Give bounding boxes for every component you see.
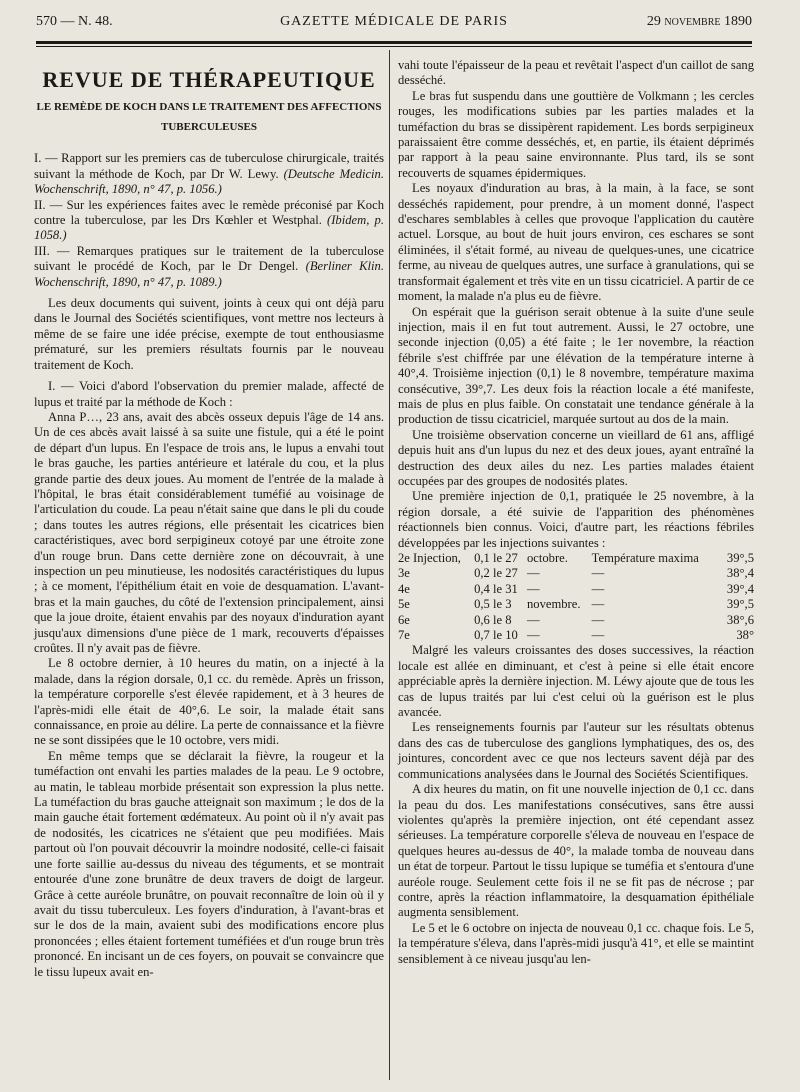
injection-cell: — [591,628,605,643]
injection-cell: 7e [398,628,410,643]
paragraph: Les noyaux d'induration au bras, à la main, à la face, se sont desséchés rapidement, pour prendre, à un moment donné, l'aspect d'eschares semblables à celles que provoque l'application du cautère actuel. Lorsque, au bout de huit jours environ, ces eschares se sont éliminées, il s'était formé, au niveau de quelques-unes, une cicatrice ferme, au niveau de quelques autres, une surface à granulations, qui se transformait également et très vite en un tissu cicatriciel. A partir de ce moment, la malade n'a plus eu de fièvre. [398,181,754,304]
injection-cell: — [591,566,605,581]
reference-source: (Deutsche Medicin. Wochenschrift, 1890, n° 47, p. 1056.) [34,166,384,197]
injection-cell: 4e [398,581,410,596]
paragraph: vahi toute l'épaisseur de la peau et revêtait l'aspect d'un caillot de sang desséché. [398,58,754,88]
paragraph: Le 8 octobre dernier, à 10 heures du matin, on a injecté à la malade, dans la région dorsale, 0,1 cc. du remède. Après un frisson, la température corporelle s'est élevée rapidement, et à 3 heures de l'après-midi elle était de 40°,6. Le soir, la malade était sans connaissance, en proie au délire. La perte de connaissance et la fièvre ne se sont dissipées que le 10 octobre, vers midi. [34,656,384,748]
injection-row [398,566,754,581]
reference-3 [34,244,384,290]
injection-cell: 2e Injection, [398,551,461,565]
injection-row [398,582,754,597]
injection-cell: — [591,581,605,596]
reference-source: (Ibidem, p. 1058.) [34,213,384,243]
injection-cell: 6e [398,612,410,627]
journal-title: GAZETTE MÉDICALE DE PARIS [280,14,508,29]
paragraph: Les deux documents qui suivent, joints à ceux qui ont déjà paru dans le Journal des Sociétés scientifiques, vont mettre nos lecteurs à même de se faire une idée précise, exempte de tout enthousiasme prématuré, sur les premiers résultats fournis par le nouveau traitement de Koch. [34,296,384,372]
injection-cell: 38° [736,628,754,643]
injection-cell: 0,2 le 27 [474,566,518,581]
injection-cell: 0,1 le 27 [474,551,518,565]
paragraph: Malgré les valeurs croissantes des doses successives, la réaction locale est allée en diminuant, et c'est à peine si elle était encore appréciable après la dernière injection. M. Léwy ajoute que de tous les cas de lupus traités par lui c'est celui où la guérison est le plus avancée. [398,643,754,720]
injection-row [398,613,754,628]
injection-cell: 5e [398,597,410,612]
reference-main: III. — Remarques pratiques sur le traitement de la tuberculose suivant le procédé de Koch, par le Dr Dengel. [34,243,384,274]
injection-cell: — [591,597,605,612]
injection-row [398,597,754,612]
paragraph: Une troisième observation concerne un vieillard de 61 ans, affligé depuis huit ans d'un lupus du nez et des deux joues, ayant entraîné la destruction des deux ailes du nez. Les parties malades étaient occupées par des groupes de nodosités plates. [398,427,754,488]
injection-cell: octobre. [526,551,568,565]
injection-cell: Température maxima [591,551,699,565]
reference-main: I. — Rapport sur les premiers cas de tuberculose chirurgicale, traités suivant la méthode de Koch, par Dr W. Lewy. [34,151,384,181]
injection-cell: 39°,4 [726,581,754,596]
reference-main: II. — Sur les expériences faites avec le remède préconisé par Koch contre la tuberculose, par les Drs Kœhler et Westphal. [34,197,384,228]
header-rule-thin [36,46,752,47]
column-divider [389,50,390,1080]
paragraph: Le bras fut suspendu dans une gouttière de Volkmann ; les cercles rouges, les modifications subies par les parties malades et la tuméfaction du bras se dissipèrent rapidement. Les bords serpigineux paraissaient être comme desséchés, et, en partie, ils étaient déprimés par rapport à la peau saine environnante. Plus tard, ils se sont recouverts de squames épidermiques. [398,88,754,180]
paragraph: A dix heures du matin, on fit une nouvelle injection de 0,1 cc. dans la peau du dos. Les manifestations consécutives, sans être aussi violentes qu'après la première injection, ont été cependant assez sérieuses. La température corporelle s'éleva de nouveau en l'espace de quelques heures au-dessus de 40°, la malade tomba de nouveau dans un état de torpeur. Partout le tissu lupique se tuméfia et s'entoura d'une auréole rouge. Seulement cette fois il ne se fit pas de nécrose ; par contre, après la réaction inflammatoire, la desquamation épithéliale augmenta sensiblement. [398,782,754,920]
paragraph: Le 5 et le 6 octobre on injecta de nouveau 0,1 cc. chaque fois. Le 5, la température s'éleva, dans l'après-midi jusqu'à 41°, et elle se maintint sensiblement à ce niveau jusqu'au len- [398,920,754,966]
paragraph: Les renseignements fournis par l'auteur sur les résultats obtenus dans des cas de tuberculose des ganglions lymphatiques, des os, des jointures, concordent avec ce que nos lecteurs savent déjà par des communications analysées dans le Journal des Sociétés Scientifiques. [398,720,754,781]
injection-cell: 38°,6 [726,612,754,627]
injection-cell: — [526,612,540,627]
reference-1 [34,151,384,197]
article-title: REVUE DE THÉRAPEUTIQUE [42,67,376,92]
injection-cell: 39°,5 [726,551,754,565]
paragraph: En même temps que se déclarait la fièvre, la rougeur et la tuméfaction ont envahi les parties malades de la peau. Le 9 octobre, au matin, le tableau morbide présentait son expression la plus nette. La tuméfaction du bras gauche atteignait son maximum ; le dos de la main gauche était fortement œdémateux. Au point où il n'y avait pas de nodosités, les cicatrices ne s'étaient que peu modifiées. Mais partout où l'on pouvait découvrir la moindre nodosité, celle-ci faisait une forte saillie au-dessus du niveau des téguments, et se montrait entourée d'une zone brunâtre de deux travers de doigt de largeur. Grâce à cette auréole brunâtre, on pouvait reconnaître de loin où il y avait du tissu tuberculeux. Les foyers d'induration, à l'avant-bras et sur le dos de la main, avaient subi des modifications encore plus prononcées ; elles étaient fortement tuméfiées et d'un rouge brun très prononcé. En incisant un de ces foyers, on pouvait se convaincre que le tissu lupeux avait en- [34,748,384,979]
article-subtitle: LE REMÈDE DE KOCH DANS LE TRAITEMENT DES AFFECTIONS TUBERCULEUSES [36,101,382,134]
injection-cell: — [526,581,540,596]
injection-table [398,551,754,643]
reference-source: (Berliner Klin. Wochenschrift, 1890, n° 47, p. 1089.) [34,259,384,289]
injection-cell: novembre. [526,597,581,612]
paragraph: On espérait que la guérison serait obtenue à la suite d'une seule injection, mais il en fut tout autrement. Aussi, le 27 octobre, une seconde injection (0,05) a été faite ; le 1er novembre, la réaction fébrile s'est chiffrée par une élévation de la température interne à 40°,4. Troisième injection (0,1) le 8 novembre, température maxima consécutive, 39°,7. Les deux fois la réaction locale a été manifeste, mais de plus en plus faible. On constatait une tendance générale à la production de tissu cicatriciel, marquée surtout au dos de la main. [398,304,754,427]
injection-cell: 39°,5 [726,597,754,612]
injection-cell: — [591,612,605,627]
injection-cell: 0,6 le 8 [474,612,512,627]
page-number: 570 — N. 48. [36,14,113,29]
injection-cell: 0,4 le 31 [474,581,518,596]
injection-cell: 3e [398,566,410,581]
left-column [34,56,384,980]
injection-cell: — [526,566,540,581]
paragraph: I. — Voici d'abord l'observation du premier malade, affecté de lupus et traité par la méthode de Koch : [34,379,384,409]
issue-date: 29 novembre 1890 [646,14,752,29]
right-column [398,58,754,967]
header-rule [36,41,752,44]
injection-cell: — [526,628,540,643]
injection-row [398,628,754,643]
running-header [36,14,752,36]
injection-row [398,551,754,566]
reference-2 [34,198,384,244]
paragraph: Anna P…, 23 ans, avait des abcès osseux depuis l'âge de 14 ans. Un de ces abcès avait laissé à sa suite une fistule, qui a été le point de départ d'un lupus. En l'espace de trois ans, le lupus a envahi tout le bras gauche, les parties antérieure et latérale du cou, et la plus grande partie des deux joues. Au moment de l'entrée de la malade à l'hôpital, le bras était considérablement tuméfié au voisinage de l'articulation du coude. La peau n'était saine que dans le pli du coude ; dans toutes les autres régions, elle présentait les cicatrices bien caractéristiques, avec bord serpigineux cotoyé par une étroite zone d'un rouge brun. Dans cette dernière zone on découvrait, à une inspection un peu minutieuse, les nodosités caractéristiques du lupus ; à ce moment, l'épithélium était en voie de desquamation. L'avant-bras et la main gauches, du côté de l'extension principalement, ainsi que la joue droite, étaient envahis par des noyaux d'induration ayant jusqu'aux dimensions d'une pièce de 1 mark, recouverts d'épaisses croûtes. Il n'y avait pas de fièvre. [34,409,384,655]
injection-cell: 0,5 le 3 [474,597,512,612]
injection-cell: 38°,4 [726,566,754,581]
paragraph: Une première injection de 0,1, pratiquée le 25 novembre, à la région dorsale, a été suivie de l'apparition des phénomènes réactionnels bien connus. Voici, d'autre part, les réactions fébriles développées par les injections suivantes : [398,489,754,550]
injection-cell: 0,7 le 10 [474,628,518,643]
